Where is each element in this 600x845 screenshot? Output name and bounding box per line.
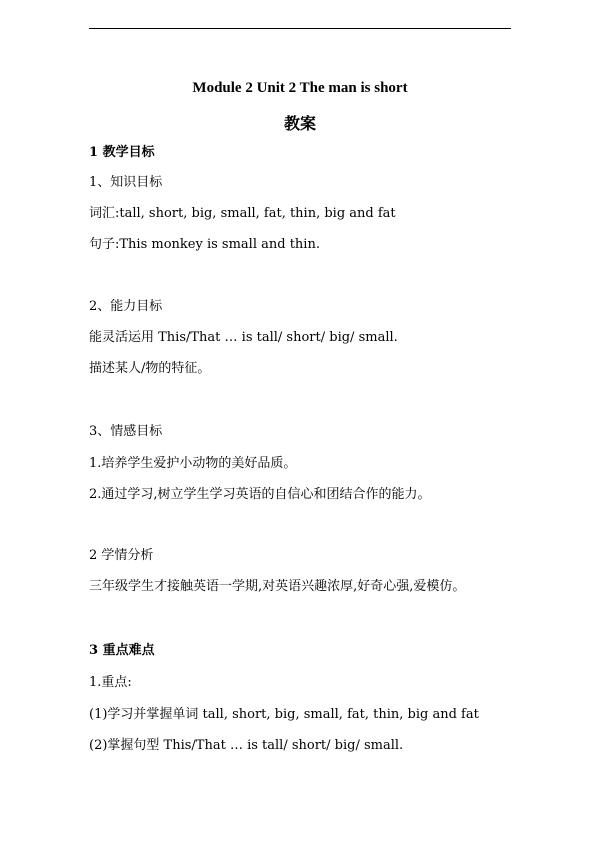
subheading-knowledge: 1、知识目标 (89, 175, 163, 190)
subheading-emotion: 3、情感目标 (89, 424, 163, 439)
document-title: Module 2 Unit 2 The man is short (192, 80, 408, 96)
emotion-line-1: 1.培养学生爱护小动物的美好品质。 (89, 456, 297, 471)
document-subtitle: 教案 (283, 114, 316, 133)
section-heading-analysis: 2 学情分析 (89, 548, 154, 563)
subheading-ability: 2、能力目标 (89, 299, 163, 314)
section-heading-objectives: 1 教学目标 (89, 145, 155, 160)
sentence-line: 句子:This monkey is small and thin. (89, 237, 320, 252)
section-heading-key-points: 3 重点难点 (89, 643, 155, 658)
key-point-1: (1)学习并掌握单词 tall, short, big, small, fat, thin, big and fat (89, 707, 479, 722)
ability-line-2: 描述某人/物的特征。 (89, 361, 211, 376)
emotion-line-2: 2.通过学习,树立学生学习英语的自信心和团结合作的能力。 (89, 487, 431, 502)
key-points-label: 1.重点: (89, 675, 132, 690)
header-rule (89, 28, 511, 29)
analysis-line: 三年级学生才接触英语一学期,对英语兴趣浓厚,好奇心强,爱模仿。 (89, 579, 466, 594)
key-point-2: (2)掌握句型 This/That … is tall/ short/ big/ small. (89, 738, 404, 753)
vocabulary-line: 词汇:tall, short, big, small, fat, thin, big and fat (89, 206, 396, 221)
ability-line-1: 能灵活运用 This/That … is tall/ short/ big/ small. (89, 330, 398, 345)
